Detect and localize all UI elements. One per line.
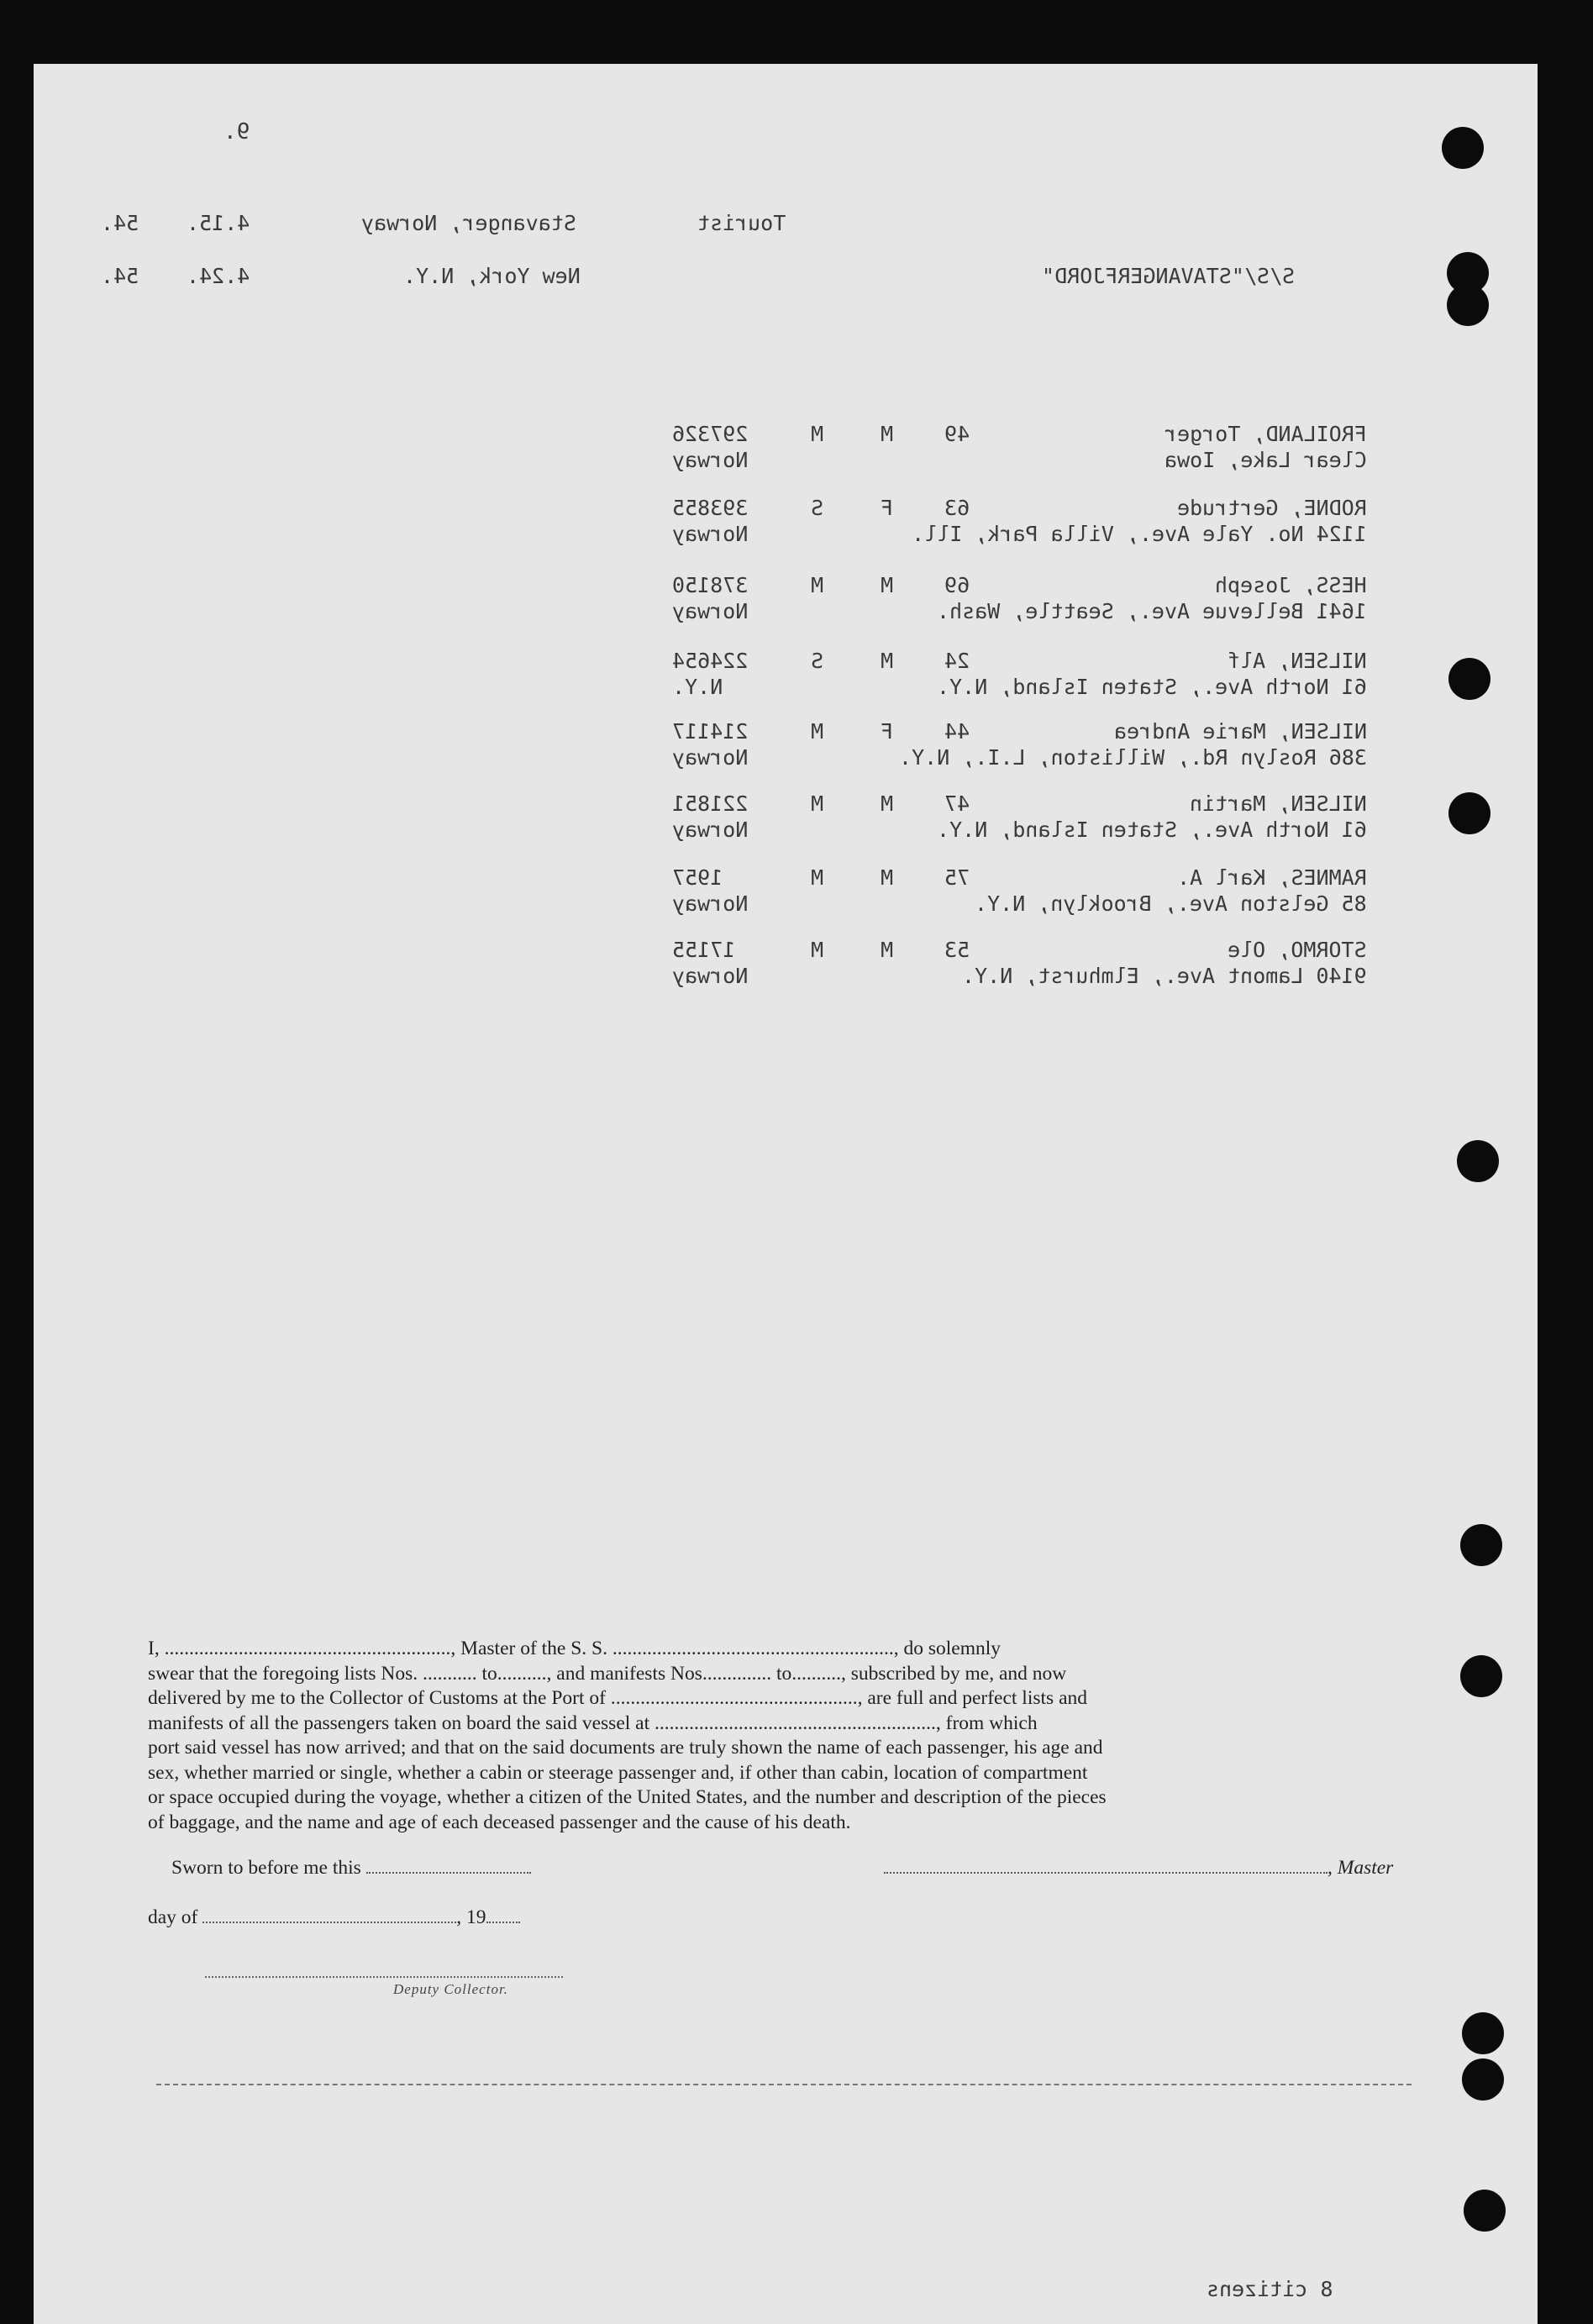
passenger-name: HESS, Joseph (1215, 573, 1367, 597)
punch-hole (1460, 1524, 1502, 1566)
oath-line: or space occupied during the voyage, whether a citizen of the United States, and the number and description of the pieces (148, 1786, 1107, 1808)
oath-line: manifests of all the passengers taken on board the said vessel at ........................................................., from which (148, 1711, 1038, 1734)
passenger-country: Norway (672, 891, 749, 916)
master-oath (148, 1637, 1415, 1835)
passenger-country: Norway (672, 599, 749, 623)
punch-hole (1442, 127, 1484, 169)
punch-hole (1464, 2190, 1506, 2232)
departure-year: 54. (101, 211, 139, 235)
bottom-rule (156, 2084, 1412, 2085)
punch-hole (1462, 2058, 1504, 2101)
passenger-marital-status: M (811, 938, 824, 962)
passenger-number: 393855 (672, 496, 749, 520)
passenger-sex: M (881, 938, 894, 962)
manifest-sheet (34, 64, 1538, 2324)
passenger-number: 378150 (672, 573, 749, 597)
passenger-address: 386 Roslyn Rd., Williston, L.I., N.Y. (899, 745, 1367, 770)
oath-line: sex, whether married or single, whether a cabin or steerage passenger and, if other than cabin, location of compartment (148, 1761, 1088, 1784)
punch-hole (1448, 658, 1490, 700)
passenger-marital-status: M (811, 865, 824, 890)
passenger-age: 53 (944, 938, 970, 962)
passenger-name: NILSEN, Martin (1190, 791, 1367, 816)
oath-line: port said vessel has now arrived; and that on the said documents are truly shown the name of each passenger, his age and (148, 1737, 1103, 1759)
passenger-marital-status: S (811, 649, 824, 673)
passenger-name: FROILAND, Torger (1165, 422, 1367, 446)
passenger-marital-status: M (811, 573, 824, 597)
citizens-note: 8 citizens (1207, 2277, 1333, 2301)
passenger-age: 47 (944, 791, 970, 816)
passenger-number: 17155 (672, 938, 736, 962)
passenger-entry (34, 573, 1538, 640)
passenger-age: 44 (944, 719, 970, 744)
page-number: 9. (223, 119, 250, 145)
passenger-name: NILSEN, Alf (1228, 649, 1367, 673)
oath-line: I, .........................................................., Master of the S. S. ........................................................., do solemnly (148, 1638, 1002, 1659)
passenger-sex: M (881, 791, 894, 816)
oath-line: swear that the foregoing lists Nos. ........... to.........., and manifests Nos.............. to.........., subscribed by me, and now (148, 1662, 1067, 1685)
passenger-number: 1957 (672, 865, 723, 890)
year-prefix: , 19 (456, 1906, 486, 1928)
master-signature-blank (884, 1871, 1328, 1874)
deputy-signature-line (205, 1976, 563, 1978)
passenger-entry (34, 791, 1538, 859)
passenger-marital-status: M (811, 422, 824, 446)
passenger-entry (34, 422, 1538, 489)
passenger-name: RAMNES, Karl A. (1177, 865, 1367, 890)
oath-line: of baggage, and the name and age of each deceased passenger and the cause of his death. (148, 1811, 851, 1833)
passenger-sex: F (881, 496, 894, 520)
passenger-country: Norway (672, 818, 749, 842)
passenger-age: 63 (944, 496, 970, 520)
passenger-number: 224654 (672, 649, 749, 673)
passenger-age: 24 (944, 649, 970, 673)
passenger-entry (34, 719, 1538, 786)
passenger-age: 69 (944, 573, 970, 597)
sworn-label: Sworn to before me this (171, 1857, 361, 1879)
master-signature (884, 1857, 1393, 1880)
departure-port: Stavanger, Norway (361, 211, 576, 235)
passenger-marital-status: M (811, 791, 824, 816)
passenger-number: 221851 (672, 791, 749, 816)
day-of-label: day of (148, 1906, 198, 1928)
day-of-statement (148, 1906, 520, 1929)
sworn-date-blank (366, 1871, 531, 1874)
passenger-entry (34, 496, 1538, 563)
passenger-sex: M (881, 649, 894, 673)
master-label: , Master (1328, 1857, 1394, 1879)
passenger-address: 1641 Bellevue Ave., Seattle, Wash. (937, 599, 1367, 623)
ship-name: S/S/"STAVANGERFJORD" (1042, 264, 1296, 288)
passenger-address: 61 North Ave., Staten Island, N.Y. (937, 675, 1367, 699)
punch-hole (1462, 2012, 1504, 2054)
passenger-country: Norway (672, 448, 749, 472)
oath-line: delivered by me to the Collector of Customs at the Port of .................................................., are full and perfect lists and (148, 1687, 1087, 1709)
passenger-address: 85 Gelston Ave., Brooklyn, N.Y. (975, 891, 1367, 916)
punch-hole (1457, 1140, 1499, 1182)
passenger-name: RODNE, Gertrude (1177, 496, 1367, 520)
passenger-sex: M (881, 865, 894, 890)
passenger-sex: F (881, 719, 894, 744)
passenger-country: Norway (672, 522, 749, 546)
arrival-port: New York, N.Y. (403, 264, 581, 288)
day-of-blank (202, 1921, 456, 1923)
departure-class: Tourist (697, 211, 786, 235)
passenger-name: STORMO, Ole (1228, 938, 1367, 962)
passenger-age: 49 (944, 422, 970, 446)
passenger-country: Norway (672, 964, 749, 988)
arrival-date: 4.24. (187, 264, 250, 288)
passenger-entry (34, 938, 1538, 1005)
deputy-collector-label: Deputy Collector. (393, 1981, 508, 1997)
passenger-entry (34, 865, 1538, 933)
passenger-address: 1124 No. Yale Ave., Villa Park, Ill. (912, 522, 1367, 546)
passenger-sex: M (881, 573, 894, 597)
passenger-country: N.Y. (672, 675, 723, 699)
passenger-age: 75 (944, 865, 970, 890)
passenger-number: 214117 (672, 719, 749, 744)
passenger-address: Clear Lake, Iowa (1165, 448, 1367, 472)
passenger-marital-status: M (811, 719, 824, 744)
punch-hole (1460, 1655, 1502, 1697)
passenger-number: 297326 (672, 422, 749, 446)
passenger-address: 9140 Lamont Ave., Elmhurst, N.Y. (962, 964, 1367, 988)
departure-date: 4.15. (187, 211, 250, 235)
passenger-entry (34, 649, 1538, 716)
arrival-year: 54. (101, 264, 139, 288)
passenger-sex: M (881, 422, 894, 446)
punch-hole (1448, 792, 1490, 834)
punch-hole (1447, 284, 1489, 326)
passenger-address: 61 North Ave., Staten Island, N.Y. (937, 818, 1367, 842)
sworn-statement (171, 1857, 531, 1880)
passenger-country: Norway (672, 745, 749, 770)
passenger-name: NILSEN, Marie Andrea (1113, 719, 1367, 744)
year-blank (486, 1921, 520, 1923)
passenger-marital-status: S (811, 496, 824, 520)
